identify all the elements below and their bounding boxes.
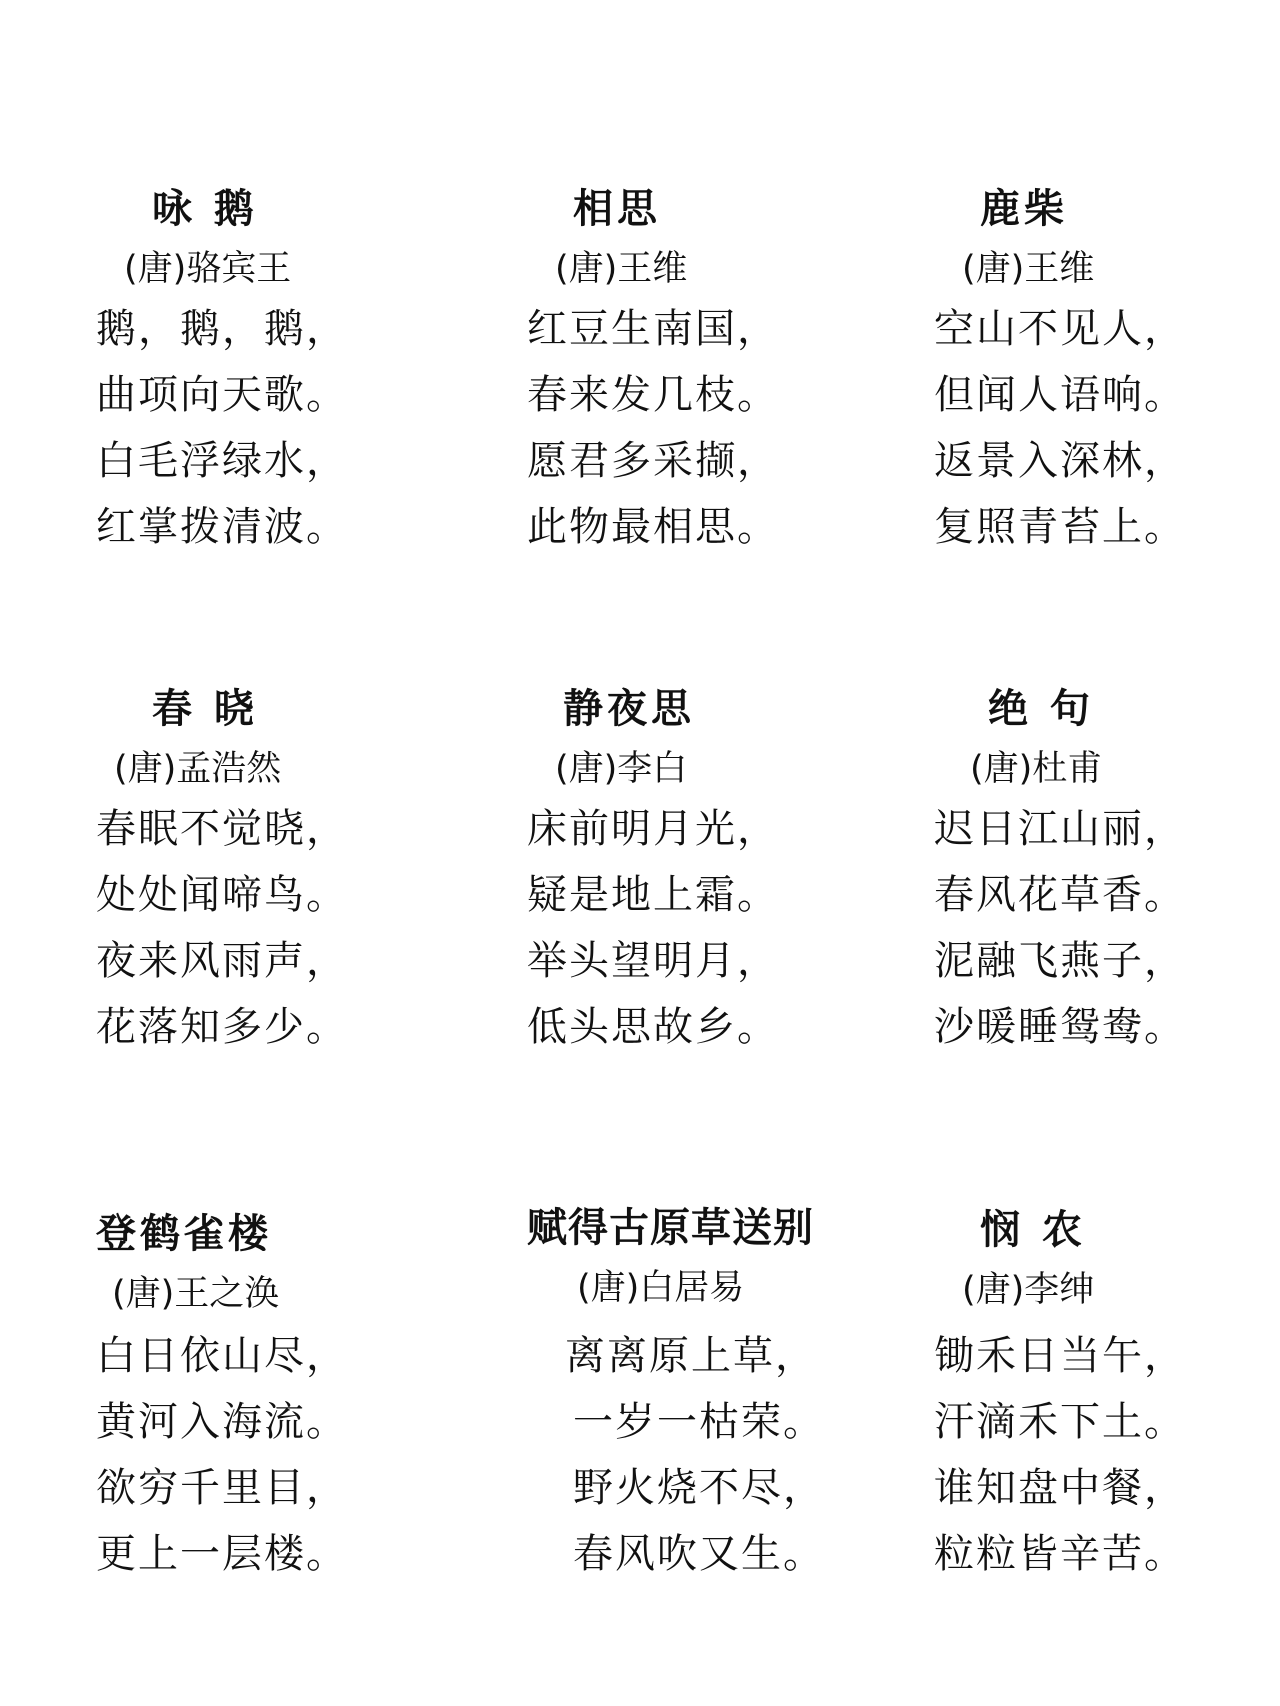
poem-line: 花落知多少。 bbox=[96, 1004, 348, 1050]
poem-line: 复照青苔上。 bbox=[934, 504, 1186, 550]
poem-line: 汗滴禾下土。 bbox=[934, 1399, 1186, 1445]
poem-line: 举头望明月， bbox=[527, 938, 779, 984]
poem-line: 白日依山尽， bbox=[96, 1333, 348, 1379]
poem-line: 迟日江山丽， bbox=[934, 806, 1186, 852]
poem-author: (唐)白居易 bbox=[577, 1268, 745, 1308]
poem-line: 锄禾日当午， bbox=[934, 1333, 1186, 1379]
poem-author: (唐)孟浩然 bbox=[114, 749, 282, 789]
poem-line: 春来发几枝。 bbox=[527, 372, 779, 418]
poem-line: 低头思故乡。 bbox=[527, 1004, 779, 1050]
poem-line: 野火烧不尽， bbox=[573, 1465, 825, 1511]
poem-author: (唐)骆宾王 bbox=[124, 249, 292, 289]
poem-line: 沙暖睡鸳鸯。 bbox=[934, 1004, 1186, 1050]
poem-line: 谁知盘中餐， bbox=[934, 1465, 1186, 1511]
poem-line: 白毛浮绿水， bbox=[96, 438, 348, 484]
poem-line: 一岁一枯荣。 bbox=[573, 1399, 825, 1445]
poem-title: 绝 句 bbox=[988, 686, 1094, 732]
poem-title: 咏 鹅 bbox=[152, 186, 258, 232]
poem-line: 曲项向天歌。 bbox=[96, 372, 348, 418]
poem-title: 静夜思 bbox=[563, 686, 695, 732]
poem-line: 粒粒皆辛苦。 bbox=[934, 1531, 1186, 1577]
poem-line: 返景入深林， bbox=[934, 438, 1186, 484]
poem-line: 疑是地上霜。 bbox=[527, 872, 779, 918]
poem-author: (唐)王之涣 bbox=[112, 1274, 280, 1314]
poem-line: 但闻人语响。 bbox=[934, 372, 1186, 418]
poem-title: 登鹤雀楼 bbox=[96, 1211, 272, 1257]
poem-title: 相思 bbox=[573, 186, 661, 232]
poem-line: 春风花草香。 bbox=[934, 872, 1186, 918]
poem-line: 鹅，鹅，鹅， bbox=[96, 306, 348, 352]
poem-author: (唐)李绅 bbox=[962, 1270, 1095, 1310]
poem-author: (唐)王维 bbox=[962, 249, 1095, 289]
poem-line: 床前明月光， bbox=[527, 806, 779, 852]
poem-line: 欲穷千里目， bbox=[96, 1465, 348, 1511]
poem-author: (唐)王维 bbox=[555, 249, 688, 289]
poem-line: 离离原上草， bbox=[565, 1333, 817, 1379]
poem-line: 春眠不觉晓， bbox=[96, 806, 348, 852]
poem-title: 鹿柴 bbox=[980, 186, 1068, 232]
poem-author: (唐)杜甫 bbox=[970, 749, 1103, 789]
poem-line: 愿君多采撷， bbox=[527, 438, 779, 484]
poem-line: 泥融飞燕子， bbox=[934, 938, 1186, 984]
poem-title: 赋得古原草送别 bbox=[527, 1205, 814, 1251]
poem-line: 红掌拨清波。 bbox=[96, 504, 348, 550]
poem-line: 红豆生南国， bbox=[527, 306, 779, 352]
poem-line: 春风吹又生。 bbox=[573, 1531, 825, 1577]
poem-line: 此物最相思。 bbox=[527, 504, 779, 550]
poem-line: 更上一层楼。 bbox=[96, 1531, 348, 1577]
poem-line: 夜来风雨声， bbox=[96, 938, 348, 984]
poem-title: 悯 农 bbox=[980, 1207, 1086, 1253]
poem-title: 春 晓 bbox=[152, 686, 258, 732]
poem-line: 空山不见人， bbox=[934, 306, 1186, 352]
poem-line: 处处闻啼鸟。 bbox=[96, 872, 348, 918]
poem-author: (唐)李白 bbox=[555, 749, 688, 789]
poem-line: 黄河入海流。 bbox=[96, 1399, 348, 1445]
